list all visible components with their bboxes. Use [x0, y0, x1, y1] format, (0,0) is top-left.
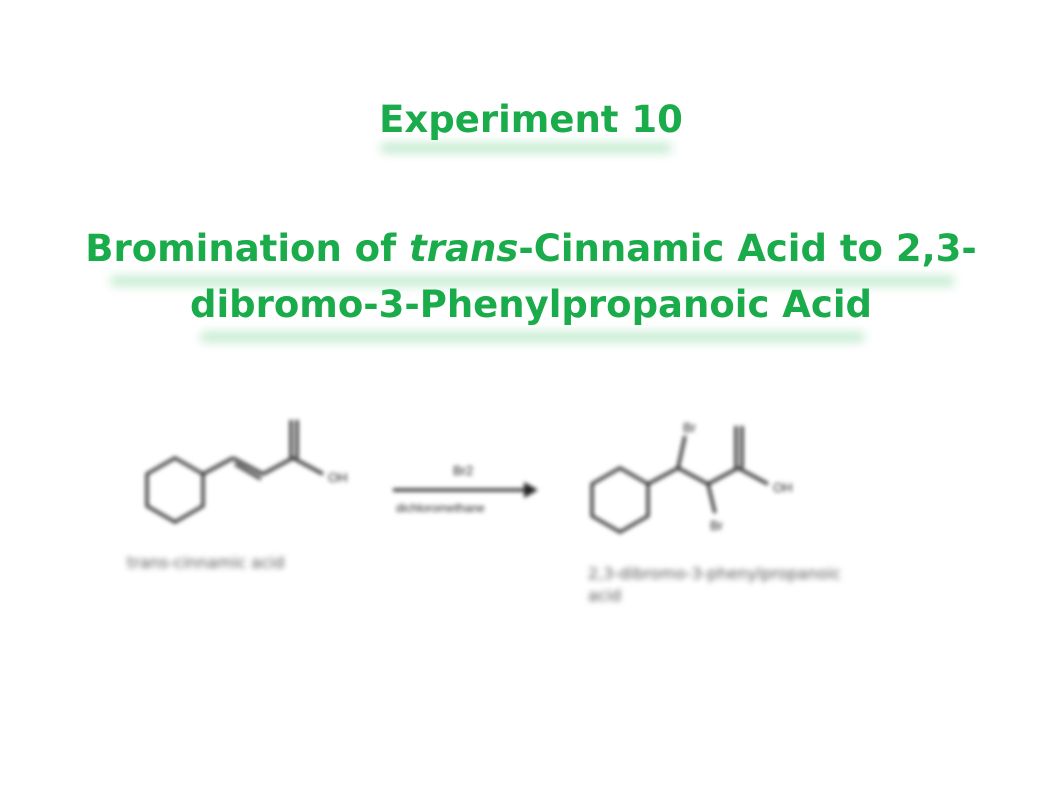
subtitle-glow-2	[200, 332, 865, 342]
subtitle-post: -Cinnamic Acid to 2,3-	[518, 227, 977, 270]
reagent-bottom: dichloromethane	[396, 501, 485, 515]
product-bond-2	[678, 468, 708, 484]
subtitle-pre: Bromination of	[85, 227, 410, 270]
reactant-benzene-ring	[147, 458, 203, 522]
product-bond-oh	[738, 468, 768, 484]
slide-title	[0, 98, 1062, 141]
reaction-arrow	[388, 450, 548, 530]
product-oh-label: OH	[773, 480, 793, 495]
reactant-caption	[127, 552, 284, 574]
subtitle-italic: trans	[409, 227, 519, 270]
product-br-bottom-label: Br	[710, 518, 723, 533]
reactant-bond-oh	[293, 458, 323, 474]
product-caption	[588, 563, 841, 608]
title-text: Experiment 10	[379, 98, 683, 141]
product-bond-3	[708, 468, 738, 484]
reactant-structure	[125, 408, 385, 558]
reactant-bond-1	[203, 458, 233, 474]
reagent-top: Br2	[453, 463, 474, 478]
product-br-top-label: Br	[683, 420, 696, 435]
product-bond-1	[648, 468, 678, 484]
subtitle-line-1	[0, 227, 1062, 270]
product-bond-br-bottom	[708, 484, 715, 513]
product-caption-line-2: acid	[588, 586, 622, 606]
reactant-oh-label: OH	[328, 470, 348, 485]
product-benzene-ring	[592, 468, 648, 532]
subtitle-line-2	[0, 283, 1062, 326]
reactant-bond-3	[263, 458, 293, 474]
subtitle-line-2-text: dibromo-3-Phenylpropanoic Acid	[189, 283, 873, 326]
product-structure	[580, 408, 840, 558]
product-caption-line-1: 2,3-dibromo-3-phenylpropanoic	[588, 564, 841, 583]
title-glow	[380, 143, 672, 153]
product-bond-br-top	[678, 436, 685, 468]
reactant-caption-text: trans-cinnamic acid	[127, 553, 285, 572]
